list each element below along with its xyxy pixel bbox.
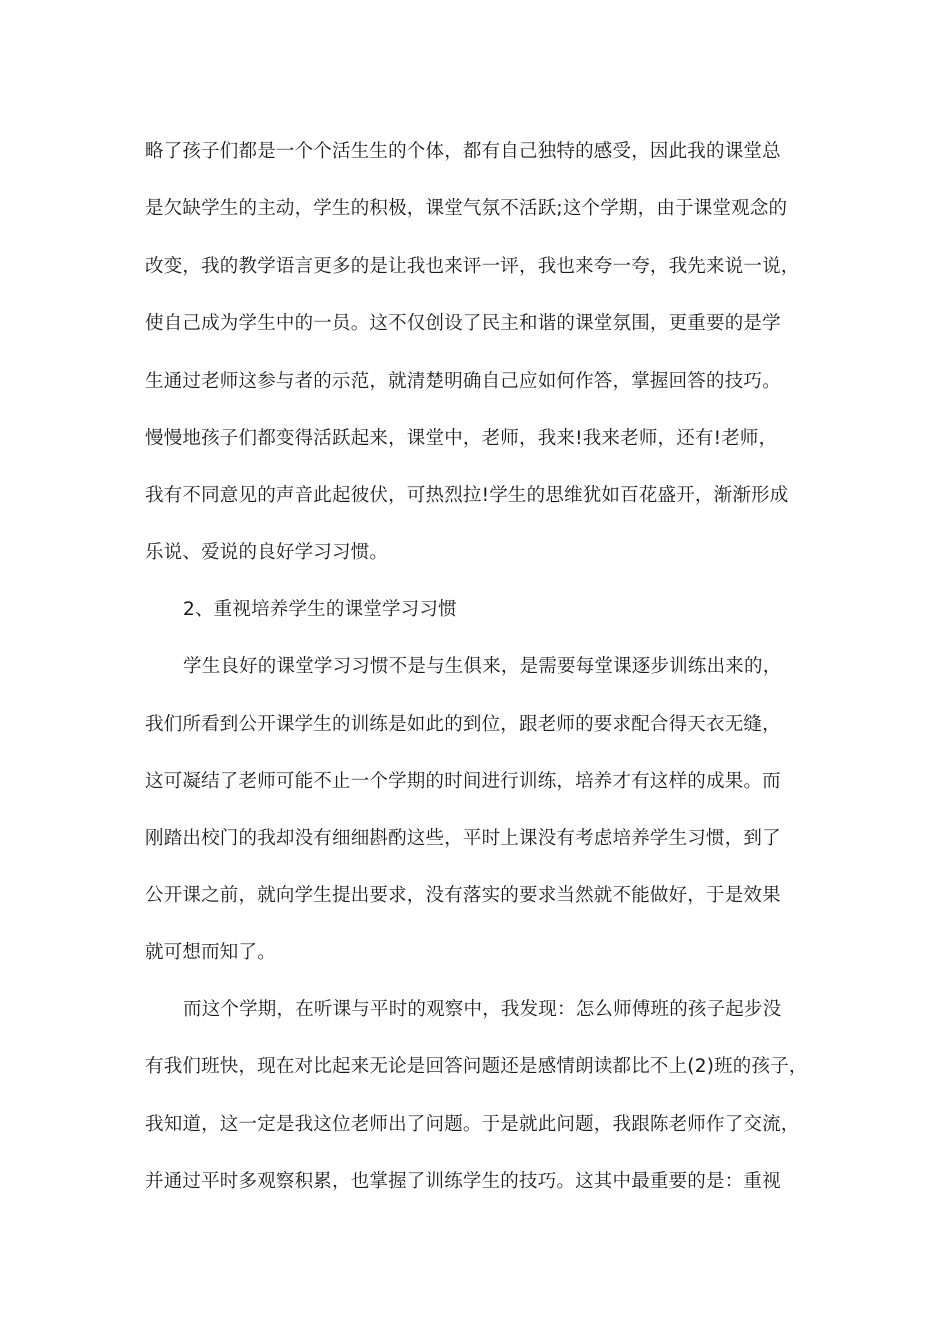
text-line: 改变，我的教学语言更多的是让我也来评一评，我也来夸一夸，我先来说一说， (145, 256, 800, 277)
text-line: 乐说、爱说的良好学习习惯。 (145, 542, 389, 563)
text-line: 慢慢地孩子们都变得活跃起来，课堂中，老师，我来!我来老师，还有!老师， (145, 428, 778, 449)
text-line: 我有不同意见的声音此起彼伏，可热烈拉!学生的思维犹如百花盛开，渐渐形成 (145, 485, 789, 506)
text-line: 我们所看到公开课学生的训练是如此的到位，跟老师的要求配合得天衣无缝， (145, 714, 781, 735)
paragraph-first-line: 而这个学期，在听课与平时的观察中，我发现：怎么师傅班的孩子起步没 (183, 999, 782, 1020)
text-line: 就可想而知了。 (145, 942, 276, 963)
text-line: 是欠缺学生的主动，学生的积极，课堂气氛不活跃;这个学期，由于课堂观念的 (145, 198, 788, 219)
text-line: 有我们班快，现在对比起来无论是回答问题还是感情朗读都比不上(2)班的孩子， (145, 1056, 808, 1077)
text-line: 使自己成为学生中的一员。这不仅创设了民主和谐的课堂氛围，更重要的是学 (145, 313, 781, 334)
text-line: 这可凝结了老师可能不止一个学期的时间进行训练，培养才有这样的成果。而 (145, 771, 781, 792)
text-line: 并通过平时多观察积累，也掌握了训练学生的技巧。这其中最重要的是：重视 (145, 1171, 781, 1192)
section-heading: 2、重视培养学生的课堂学习习惯 (183, 599, 457, 620)
paragraph-first-line: 学生良好的课堂学习习惯不是与生俱来，是需要每堂课逐步训练出来的， (183, 656, 782, 677)
text-line: 公开课之前，就向学生提出要求，没有落实的要求当然就不能做好，于是效果 (145, 885, 781, 906)
text-line: 生通过老师这参与者的示范，就清楚明确自己应如何作答，掌握回答的技巧。 (145, 371, 781, 392)
text-line: 略了孩子们都是一个个活生生的个体，都有自己独特的感受，因此我的课堂总 (145, 141, 781, 162)
text-line: 我知道，这一定是我这位老师出了问题。于是就此问题，我跟陈老师作了交流， (145, 1114, 800, 1135)
text-line: 刚踏出校门的我却没有细细斟酌这些，平时上课没有考虑培养学生习惯，到了 (145, 828, 781, 849)
